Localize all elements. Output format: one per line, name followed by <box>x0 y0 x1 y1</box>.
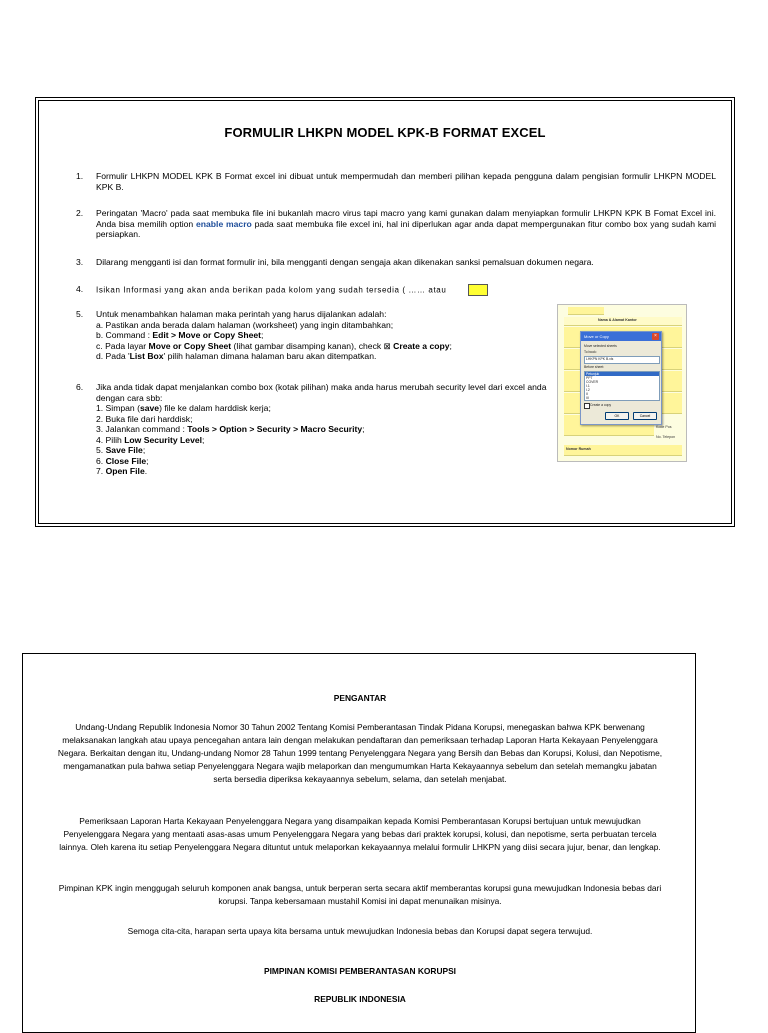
step-text: 6. <box>96 455 106 466</box>
item-number: 6. <box>76 382 84 392</box>
item-text <box>96 309 556 362</box>
step-command: Save File <box>105 445 143 455</box>
instructions-panel <box>35 97 735 527</box>
create-copy-label: Create a copy <box>590 403 612 407</box>
foreword-heading: PENGANTAR <box>333 693 387 703</box>
yellow-cell <box>568 307 604 315</box>
step-5 <box>96 445 556 456</box>
step-command: Edit > Move or Copy Sheet <box>152 330 261 340</box>
item-number: 1. <box>76 171 84 181</box>
step-c <box>96 341 556 352</box>
step-command: Tools > Option > Security > Macro Security <box>187 424 363 434</box>
foreword-paragraph-2: Pemeriksaan Laporan Harta Kekayaan Penyelenggara Negara yang disampaikan kepada Komisi Pemberantasan Korupsi bertujuan untuk mewujudkan Penyelenggara Negara yang mentaati asas-asas umum Penyelenggara Negara yang bebas dari praktek korupsi, kolusi, dan nepotisme, serta perbuatan tercela lainnya. Oleh karena itu setiap Penyelenggara Negara dituntut untuk melaporkan kekayaannya melalui formulir LHKPN yang diisi secara jujur, benar, dan lengkap. <box>59 816 661 852</box>
list-item: II <box>586 392 588 396</box>
step-4 <box>96 435 556 446</box>
step-text: . <box>144 466 148 476</box>
item-number: 2. <box>76 208 84 218</box>
list-item: COVER <box>586 380 599 384</box>
item-number: 3. <box>76 257 84 267</box>
step-6 <box>96 456 556 467</box>
step-intro: Jika anda tidak dapat menjalankan combo box (kotak pilihan) maka anda harus merubah security level dari excel anda dengan cara sbb: <box>96 382 547 403</box>
before-sheet-list <box>584 371 660 401</box>
item-text <box>96 382 556 477</box>
step-text: d. Pada ' <box>96 351 130 361</box>
step-2: 2. Buka file dari harddisk; <box>96 413 193 424</box>
page-title: FORMULIR LHKPN MODEL KPK-B FORMAT EXCEL <box>224 125 546 140</box>
step-command: Create a copy <box>393 340 450 351</box>
step-text: ; <box>362 424 365 434</box>
list-item: Petunjuk <box>586 372 600 376</box>
item-text <box>96 284 716 296</box>
item-number: 4. <box>76 284 84 294</box>
excel-screenshot-thumbnail <box>557 304 687 462</box>
step-text: 5. <box>96 445 106 455</box>
foreword-paragraph-1: Undang-Undang Republik Indonesia Nomor 30 Tahun 2002 Tentang Komisi Pemberantasan Tindak Pidana Korupsi, menegaskan bahwa KPK berwenang melaksanakan langkah atau upaya pencegahan antara lain dengan melakukan pendaftaran dan pemeriksaan terhadap Laporan Harta Kekayaan Penyelenggara Negara. Berkaitan dengan itu, Undang-undang Nomor 28 Tahun 1999 tentang Penyelenggara Negara yang Bersih dan Bebas dan Korupsi, Kolusi, dan Nepotisme, mengamanatkan pula bahwa setiap Penyelenggara Negara wajib melaporkan dan mengumumkan Harta Kekayaannya sebelum dan setelah memangku jabatan serta bersedia diperiksa kekayaannya sebelum, selama, dan setelah menjabat. <box>57 722 663 784</box>
step-text: b. Command : <box>96 330 153 340</box>
step-d <box>96 351 556 362</box>
yellow-cell-sample <box>468 284 488 296</box>
step-text: ; <box>202 434 205 445</box>
dialog-title: Move or Copy <box>581 332 661 341</box>
item-text: Dilarang mengganti isi dan format formulir ini, bila mengganti dengan sengaja akan dikenakan sanksi pemalsuan dokumen negara. <box>96 257 594 267</box>
item-text <box>96 208 716 240</box>
step-command: save <box>139 403 160 413</box>
thumb-bottom-label: Nomor Rumah <box>566 447 591 451</box>
foreword-paragraph-4: Semoga cita-cita, harapan serta upaya kita bersama untuk mewujudkan Indonesia bebas dan Korupsi dapat segera terwujud. <box>127 926 593 936</box>
list-item: I.2 <box>586 388 590 392</box>
to-book-select <box>584 356 660 364</box>
step-text: 3. Jalankan command : <box>96 424 188 434</box>
to-book-value: LHKPN KPK B.xls <box>586 357 614 361</box>
item-text-part: Peringatan 'Macro' pada saat membuka file ini bukanlah macro virus tapi macro yang kami gunakan dalam menyiapkan formulir LHKPN KPK B Fomat Excel ini. Anda bisa memilih option <box>96 208 716 229</box>
step-command: Open File <box>105 466 145 476</box>
step-intro: Untuk menambahkan halaman maka perintah yang harus dijalankan adalah: <box>96 309 387 319</box>
step-text: ' pilih halaman dimana halaman baru akan ditempatkan. <box>163 351 377 361</box>
step-text: ; <box>146 455 149 466</box>
step-text: ; <box>449 340 452 351</box>
item-text-part: Isikan Informasi yang akan anda berikan pada kolom yang sudah tersedia ( …… atau <box>96 285 447 295</box>
step-command: List Box <box>129 351 164 361</box>
step-text: 4. Pilih <box>96 434 125 445</box>
step-command: Move or Copy Sheet <box>148 340 232 351</box>
dialog-label: Before sheet: <box>584 365 605 369</box>
list-item: III <box>586 396 589 400</box>
step-text: c. Pada layar <box>96 340 149 351</box>
step-a: a. Pastikan anda berada dalam halaman (worksheet) yang ingin ditambahkan; <box>96 319 394 330</box>
foreword-panel <box>22 653 696 1033</box>
close-icon: × <box>652 333 659 340</box>
checkbox-checked-icon: ⊠ <box>383 340 391 351</box>
step-7 <box>96 466 556 477</box>
move-or-copy-dialog <box>580 331 662 425</box>
thumb-header-label: Nama & Alamat Kantor <box>598 318 637 322</box>
step-text: (lihat gambar disamping kanan), check <box>231 340 384 351</box>
ok-button: OK <box>605 412 629 420</box>
step-command: Low Security Level <box>124 434 203 445</box>
step-text: 1. Simpan ( <box>96 403 140 413</box>
step-text: 7. <box>96 466 106 476</box>
thumb-side-label: Kode Pos <box>656 425 672 429</box>
dialog-label: Move selected sheets <box>584 344 617 348</box>
signature-line-2: REPUBLIK INDONESIA <box>314 994 406 1004</box>
item-text: Formulir LHKPN MODEL KPK B Format excel ini dibuat untuk mempermudah dan memberi pilihan kepada pengguna dalam pengisian formulir LHKPN MODEL KPK B. <box>96 171 716 192</box>
dialog-label: To book: <box>584 350 597 354</box>
enable-macro-highlight: enable macro <box>196 218 252 229</box>
step-b <box>96 330 556 341</box>
signature-line-1: PIMPINAN KOMISI PEMBERANTASAN KORUPSI <box>263 966 456 976</box>
item-number: 5. <box>76 309 84 319</box>
item-text-part: pada saat membuka file excel ini, hal ini diperlukan agar anda dapat mempergunakan fitur combo box yang sudah kami persiapkan. <box>96 218 717 239</box>
step-command: Close File <box>105 455 147 466</box>
step-text: ; <box>261 330 264 340</box>
step-text: ) file ke dalam harddisk kerja; <box>159 403 271 413</box>
step-3 <box>96 424 556 435</box>
step-text: ; <box>142 445 146 455</box>
list-item: I.1 <box>586 384 590 388</box>
cancel-button: Cancel <box>633 412 657 420</box>
foreword-paragraph-3: Pimpinan KPK ingin menggugah seluruh komponen anak bangsa, untuk berperan serta secara aktif memberantas korupsi guna mewujudkan Indonesia bebas dari korupsi. Tanpa kebersamaan mustahil Komisi ini dapat menunaikan misinya. <box>58 883 662 906</box>
thumb-side-label: No. Telepon <box>656 435 676 439</box>
list-item: PPT <box>586 376 593 380</box>
step-1 <box>96 403 556 414</box>
